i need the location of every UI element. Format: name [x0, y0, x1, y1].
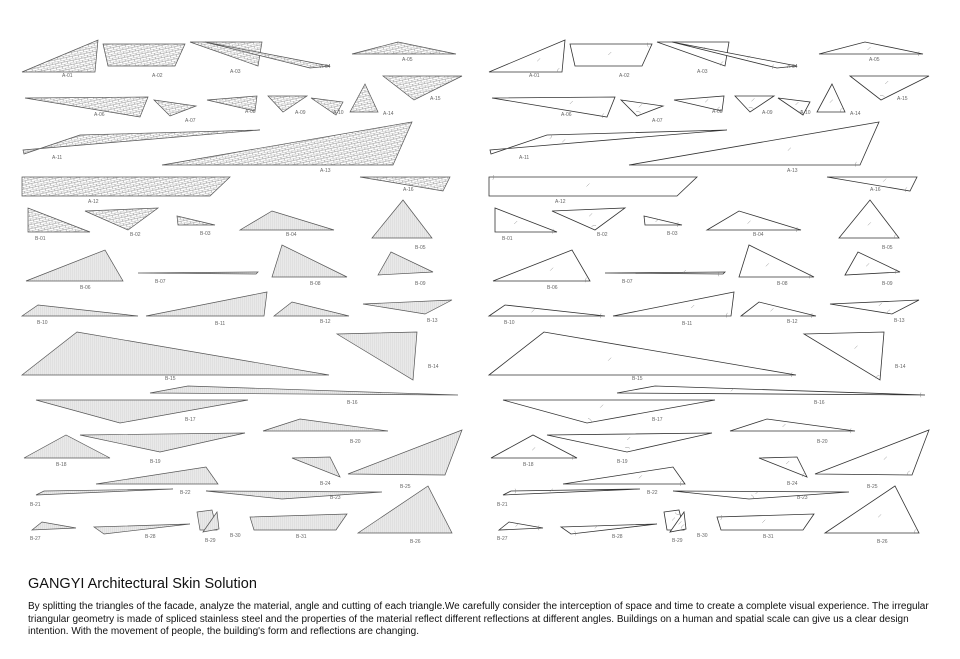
triangle-outline-a-03 [657, 42, 729, 66]
panel-label-b-29: B-29 [205, 538, 216, 544]
triangle-outline-a-15 [850, 76, 929, 100]
triangle-outline-b-07 [605, 272, 725, 274]
panel-label-b-05: B-05 [415, 245, 426, 251]
panel-label-a-08: A-08 [245, 109, 256, 115]
triangle-panel-b-17 [36, 400, 248, 423]
triangle-outline-b-13 [830, 300, 919, 314]
outline-label-a-04: A-04 [787, 64, 798, 70]
outline-label-b-31: B-31 [763, 534, 774, 540]
panel-label-a-01: A-01 [62, 73, 73, 79]
outline-label-a-10: A-10 [800, 110, 811, 116]
outline-label-a-07: A-07 [652, 118, 663, 124]
triangle-outline-b-14 [804, 332, 884, 380]
panel-label-b-08: B-08 [310, 281, 321, 287]
outline-label-b-03: B-03 [667, 231, 678, 237]
outline-label-a-08: A-08 [712, 109, 723, 115]
outline-label-a-16: A-16 [870, 187, 881, 193]
triangle-panel-b-13 [363, 300, 452, 314]
panel-label-a-02: A-02 [152, 73, 163, 79]
triangle-panel-b-05 [372, 200, 432, 238]
triangle-outline-b-24 [759, 457, 807, 477]
triangle-outline-b-12 [741, 302, 816, 316]
panel-label-b-27: B-27 [30, 536, 41, 542]
triangle-panel-b-03 [177, 216, 215, 225]
triangle-panel-b-09 [378, 252, 433, 275]
panel-label-a-09: A-09 [295, 110, 306, 116]
triangle-outline-b-15 [489, 332, 796, 375]
outline-label-b-30: B-30 [697, 533, 708, 539]
triangle-panel-a-13 [162, 122, 412, 165]
panel-label-b-28: B-28 [145, 534, 156, 540]
outline-label-b-22: B-22 [647, 490, 658, 496]
triangle-outline-b-02 [552, 208, 625, 230]
outline-label-a-05: A-05 [869, 57, 880, 63]
outline-label-b-29: B-29 [672, 538, 683, 544]
triangle-outline-a-11 [490, 130, 727, 154]
outline-label-b-26: B-26 [877, 539, 888, 545]
outline-label-b-17: B-17 [652, 417, 663, 423]
outline-label-a-01: A-01 [529, 73, 540, 79]
triangle-outline-b-11 [613, 292, 734, 316]
outline-label-b-07: B-07 [622, 279, 633, 285]
panel-label-b-16: B-16 [347, 400, 358, 406]
outline-label-a-12: A-12 [555, 199, 566, 205]
panel-label-a-14: A-14 [383, 111, 394, 117]
panel-label-b-31: B-31 [296, 534, 307, 540]
panel-label-b-04: B-04 [286, 232, 297, 238]
outline-label-b-19: B-19 [617, 459, 628, 465]
triangle-panel-b-28 [94, 524, 190, 534]
panel-label-b-10: B-10 [37, 320, 48, 326]
panel-label-b-09: B-09 [415, 281, 426, 287]
panel-label-a-03: A-03 [230, 69, 241, 75]
panel-label-a-10: A-10 [333, 110, 344, 116]
outline-label-b-14: B-14 [895, 364, 906, 370]
triangle-outline-a-02 [570, 44, 652, 66]
panel-label-a-11: A-11 [52, 155, 63, 161]
outline-label-a-06: A-06 [561, 112, 572, 118]
panel-label-a-07: A-07 [185, 118, 196, 124]
panel-label-b-22: B-22 [180, 490, 191, 496]
triangle-outline-a-13 [629, 122, 879, 165]
outline-label-b-08: B-08 [777, 281, 788, 287]
panel-label-b-17: B-17 [185, 417, 196, 423]
triangle-outline-a-01 [489, 40, 565, 72]
triangle-outline-b-25 [815, 430, 929, 475]
triangle-outline-b-20 [730, 419, 855, 431]
outline-label-b-12: B-12 [787, 319, 798, 325]
triangle-panel-b-19 [80, 433, 245, 452]
triangle-outline-a-06 [492, 97, 615, 117]
triangle-outline-b-19 [547, 433, 712, 452]
outline-label-b-23: B-23 [797, 495, 808, 501]
triangle-panel-b-07 [138, 272, 258, 274]
panel-label-b-13: B-13 [427, 318, 438, 324]
triangle-panel-a-01 [22, 40, 98, 72]
panel-label-b-25: B-25 [400, 484, 411, 490]
panel-label-b-21: B-21 [30, 502, 41, 508]
triangle-panel-b-15 [22, 332, 329, 375]
triangle-panel-a-06 [25, 97, 148, 117]
outline-label-b-20: B-20 [817, 439, 828, 445]
outline-label-b-13: B-13 [894, 318, 905, 324]
panel-label-b-02: B-02 [130, 232, 141, 238]
triangle-panel-b-10 [22, 305, 138, 316]
triangle-outline-b-04 [707, 211, 801, 230]
triangle-panel-b-26 [358, 486, 452, 533]
panel-label-b-12: B-12 [320, 319, 331, 325]
triangle-panel-a-05 [352, 42, 456, 54]
triangle-panel-a-02 [103, 44, 185, 66]
outline-label-b-01: B-01 [502, 236, 513, 242]
triangle-panel-b-12 [274, 302, 349, 316]
triangle-outline-b-17 [503, 400, 715, 423]
triangle-outline-b-27 [499, 522, 543, 530]
outline-label-b-25: B-25 [867, 484, 878, 490]
caption-block [28, 576, 938, 639]
panel-label-b-23: B-23 [330, 495, 341, 501]
triangle-outline-b-21 [503, 489, 640, 495]
triangle-panel-a-12 [22, 177, 230, 196]
triangle-panel-b-04 [240, 211, 334, 230]
triangle-panel-b-08 [272, 245, 347, 277]
triangle-panel-a-11 [23, 130, 260, 154]
triangle-panel-b-21 [36, 489, 173, 495]
triangle-outline-b-22 [563, 467, 685, 484]
triangle-outline-b-03 [644, 216, 682, 225]
panel-label-b-24: B-24 [320, 481, 331, 487]
triangle-panel-b-14 [337, 332, 417, 380]
outline-label-b-06: B-06 [547, 285, 558, 291]
triangle-outline-b-10 [489, 305, 605, 316]
panel-label-b-18: B-18 [56, 462, 67, 468]
panel-label-a-04: A-04 [320, 64, 331, 70]
panel-label-b-20: B-20 [350, 439, 361, 445]
triangle-outline-a-14 [817, 84, 845, 112]
triangle-panel-b-01 [28, 208, 90, 232]
outline-label-b-28: B-28 [612, 534, 623, 540]
triangle-outline-b-05 [839, 200, 899, 238]
triangle-outline-a-04 [672, 42, 797, 68]
triangle-panel-b-25 [348, 430, 462, 475]
page-title: GANGYI Architectural Skin Solution [28, 576, 257, 592]
triangle-outline-b-16 [617, 386, 925, 395]
panel-label-a-05: A-05 [402, 57, 413, 63]
panel-label-b-01: B-01 [35, 236, 46, 242]
triangle-panel-b-23 [206, 491, 382, 499]
triangle-panel-a-07 [154, 100, 196, 116]
panel-label-b-06: B-06 [80, 285, 91, 291]
outline-label-b-10: B-10 [504, 320, 515, 326]
outline-label-b-05: B-05 [882, 245, 893, 251]
triangle-outline-b-01 [495, 208, 557, 232]
triangle-outline-a-07 [621, 100, 663, 116]
triangle-panel-b-31 [250, 514, 347, 530]
panel-label-b-30: B-30 [230, 533, 241, 539]
outline-label-b-24: B-24 [787, 481, 798, 487]
outline-label-b-11: B-11 [682, 321, 693, 327]
panel-label-a-06: A-06 [94, 112, 105, 118]
triangle-panel-b-11 [146, 292, 267, 316]
outline-label-a-02: A-02 [619, 73, 630, 79]
triangle-outline-b-09 [845, 252, 900, 275]
panel-label-a-13: A-13 [320, 168, 331, 174]
outline-label-a-14: A-14 [850, 111, 861, 117]
outline-label-a-11: A-11 [519, 155, 530, 161]
triangle-outline-b-31 [717, 514, 814, 530]
panel-label-b-11: B-11 [215, 321, 226, 327]
triangle-panel-b-06 [26, 250, 123, 281]
outline-label-b-27: B-27 [497, 536, 508, 542]
panel-label-b-14: B-14 [428, 364, 439, 370]
triangle-outline-b-23 [673, 491, 849, 499]
triangle-outline-a-05 [819, 42, 923, 54]
outline-label-b-09: B-09 [882, 281, 893, 287]
panel-label-b-26: B-26 [410, 539, 421, 545]
outline-label-b-04: B-04 [753, 232, 764, 238]
outline-label-b-21: B-21 [497, 502, 508, 508]
triangle-panel-b-24 [292, 457, 340, 477]
triangle-outline-a-12 [489, 177, 697, 196]
panel-label-b-03: B-03 [200, 231, 211, 237]
triangle-outline-b-06 [493, 250, 590, 281]
triangle-panel-b-20 [263, 419, 388, 431]
triangle-panel-a-15 [383, 76, 462, 100]
panel-label-a-16: A-16 [403, 187, 414, 193]
panel-label-b-15: B-15 [165, 376, 176, 382]
triangle-outline-b-08 [739, 245, 814, 277]
panel-label-b-19: B-19 [150, 459, 161, 465]
outline-label-a-03: A-03 [697, 69, 708, 75]
triangle-panel-a-03 [190, 42, 262, 66]
panel-label-a-15: A-15 [430, 96, 441, 102]
triangle-panel-a-04 [205, 42, 330, 68]
panel-label-a-12: A-12 [88, 199, 99, 205]
triangle-panel-b-22 [96, 467, 218, 484]
outline-label-b-18: B-18 [523, 462, 534, 468]
outline-label-b-15: B-15 [632, 376, 643, 382]
triangle-panel-b-27 [32, 522, 76, 530]
triangle-panel-b-16 [150, 386, 458, 395]
outline-label-a-13: A-13 [787, 168, 798, 174]
panel-label-b-07: B-07 [155, 279, 166, 285]
triangle-panel-b-02 [85, 208, 158, 230]
outline-label-b-02: B-02 [597, 232, 608, 238]
outline-label-a-15: A-15 [897, 96, 908, 102]
triangle-panel-a-14 [350, 84, 378, 112]
right-panel-outline-triangles [489, 40, 929, 545]
left-panel-hatched-triangles [22, 40, 462, 545]
description-text: By splitting the triangles of the facade, analyze the material, angle and cutting of each triangle.We carefully consider the interception of space and time to create a complete visual experience. The irregular triangular geometry is made of spliced stainless steel and the properties of the material reflect different reflections at different angles. Buildings on a human and spatial scale can give us a clear design intention. With the movement of people, the building's form and reflections are changing. [28, 601, 929, 638]
outline-label-a-09: A-09 [762, 110, 773, 116]
outline-label-b-16: B-16 [814, 400, 825, 406]
